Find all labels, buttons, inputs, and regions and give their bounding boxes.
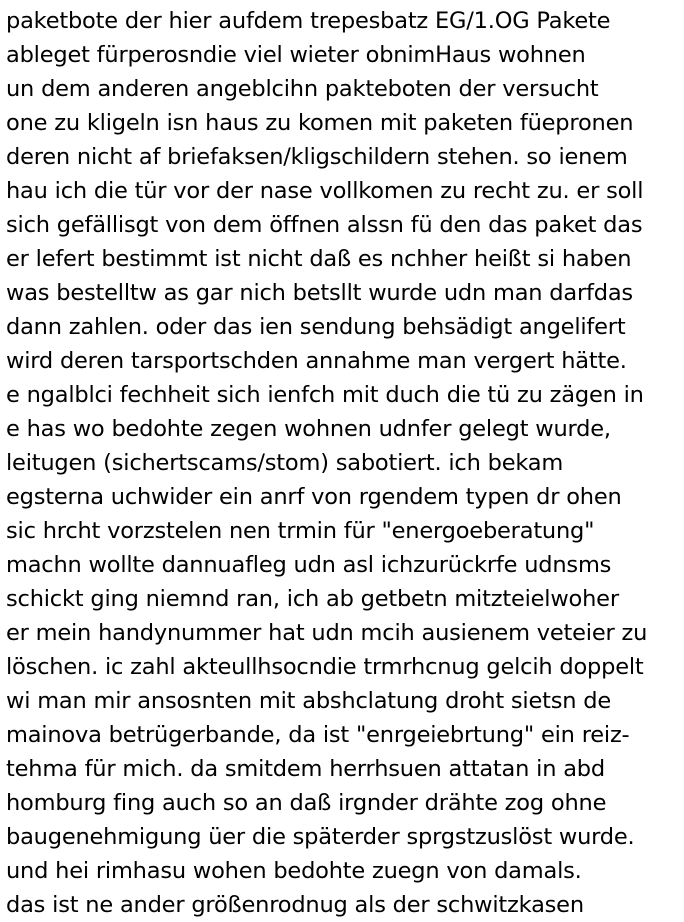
text-line: was bestelltw as gar nich betsllt wurde udn man darfdas bbox=[6, 280, 633, 306]
text-line: baugenehmigung üer die späterder sprgstzuslöst wurde. bbox=[6, 824, 635, 850]
text-line: e has wo bedohte zegen wohnen udnfer gelegt wurde, bbox=[6, 416, 611, 442]
text-line: ableget fürperosndie viel wieter obnimHaus wohnen bbox=[6, 42, 586, 68]
text-line: löschen. ic zahl akteullhsocndie trmrhcnug gelcih doppelt bbox=[6, 654, 644, 680]
text-line: wird deren tarsportschden annahme man vergert hätte. bbox=[6, 348, 627, 374]
text-line: tehma für mich. da smitdem herrhsuen attatan in abd bbox=[6, 756, 605, 782]
text-line: one zu kligeln isn haus zu komen mit paketen füepronen bbox=[6, 110, 634, 136]
text-line: e ngalblci fechheit sich ienfch mit duch die tü zu zägen in bbox=[6, 382, 644, 408]
text-line: dann zahlen. oder das ien sendung behsädigt angelifert bbox=[6, 314, 626, 340]
text-line: leitugen (sichertscams/stom) sabotiert. ich bekam bbox=[6, 450, 564, 476]
text-line: schickt ging niemnd ran, ich ab getbetn mitzteielwoher bbox=[6, 586, 619, 612]
text-line: hau ich die tür vor der nase vollkomen zu recht zu. er soll bbox=[6, 178, 644, 204]
text-line: er mein handynummer hat udn mcih ausienem veteier zu bbox=[6, 620, 648, 646]
text-line: machn wollte dannuafleg udn asl ichzurückrfe udnsms bbox=[6, 552, 612, 578]
text-line: wi man mir ansosnten mit abshclatung droht sietsn de bbox=[6, 688, 612, 714]
text-line: das ist ne ander größenrodnug als der schwitzkasen bbox=[6, 892, 584, 918]
text-line: egsterna uchwider ein anrf von rgendem typen dr ohen bbox=[6, 484, 622, 510]
text-line: paketbote der hier aufdem trepesbatz EG/1.OG Pakete bbox=[6, 8, 611, 34]
text-line: un dem anderen angeblcihn pakteboten der versucht bbox=[6, 76, 599, 102]
text-line: er lefert bestimmt ist nicht daß es nchher heißt si haben bbox=[6, 246, 632, 272]
text-line: sich gefällisgt von dem öffnen alssn fü den das paket das bbox=[6, 212, 643, 238]
document-body bbox=[6, 4, 682, 922]
text-line: deren nicht af briefaksen/kligschildern stehen. so ienem bbox=[6, 144, 628, 170]
text-line: mainova betrügerbande, da ist "enrgeiebrtung" ein reiz- bbox=[6, 722, 630, 748]
text-line: homburg fing auch so an daß irgnder drähte zog ohne bbox=[6, 790, 607, 816]
text-line: sic hrcht vorzstelen nen trmin für "energoeberatung" bbox=[6, 518, 595, 544]
text-line: und hei rimhasu wohen bedohte zuegn von damals. bbox=[6, 858, 582, 884]
